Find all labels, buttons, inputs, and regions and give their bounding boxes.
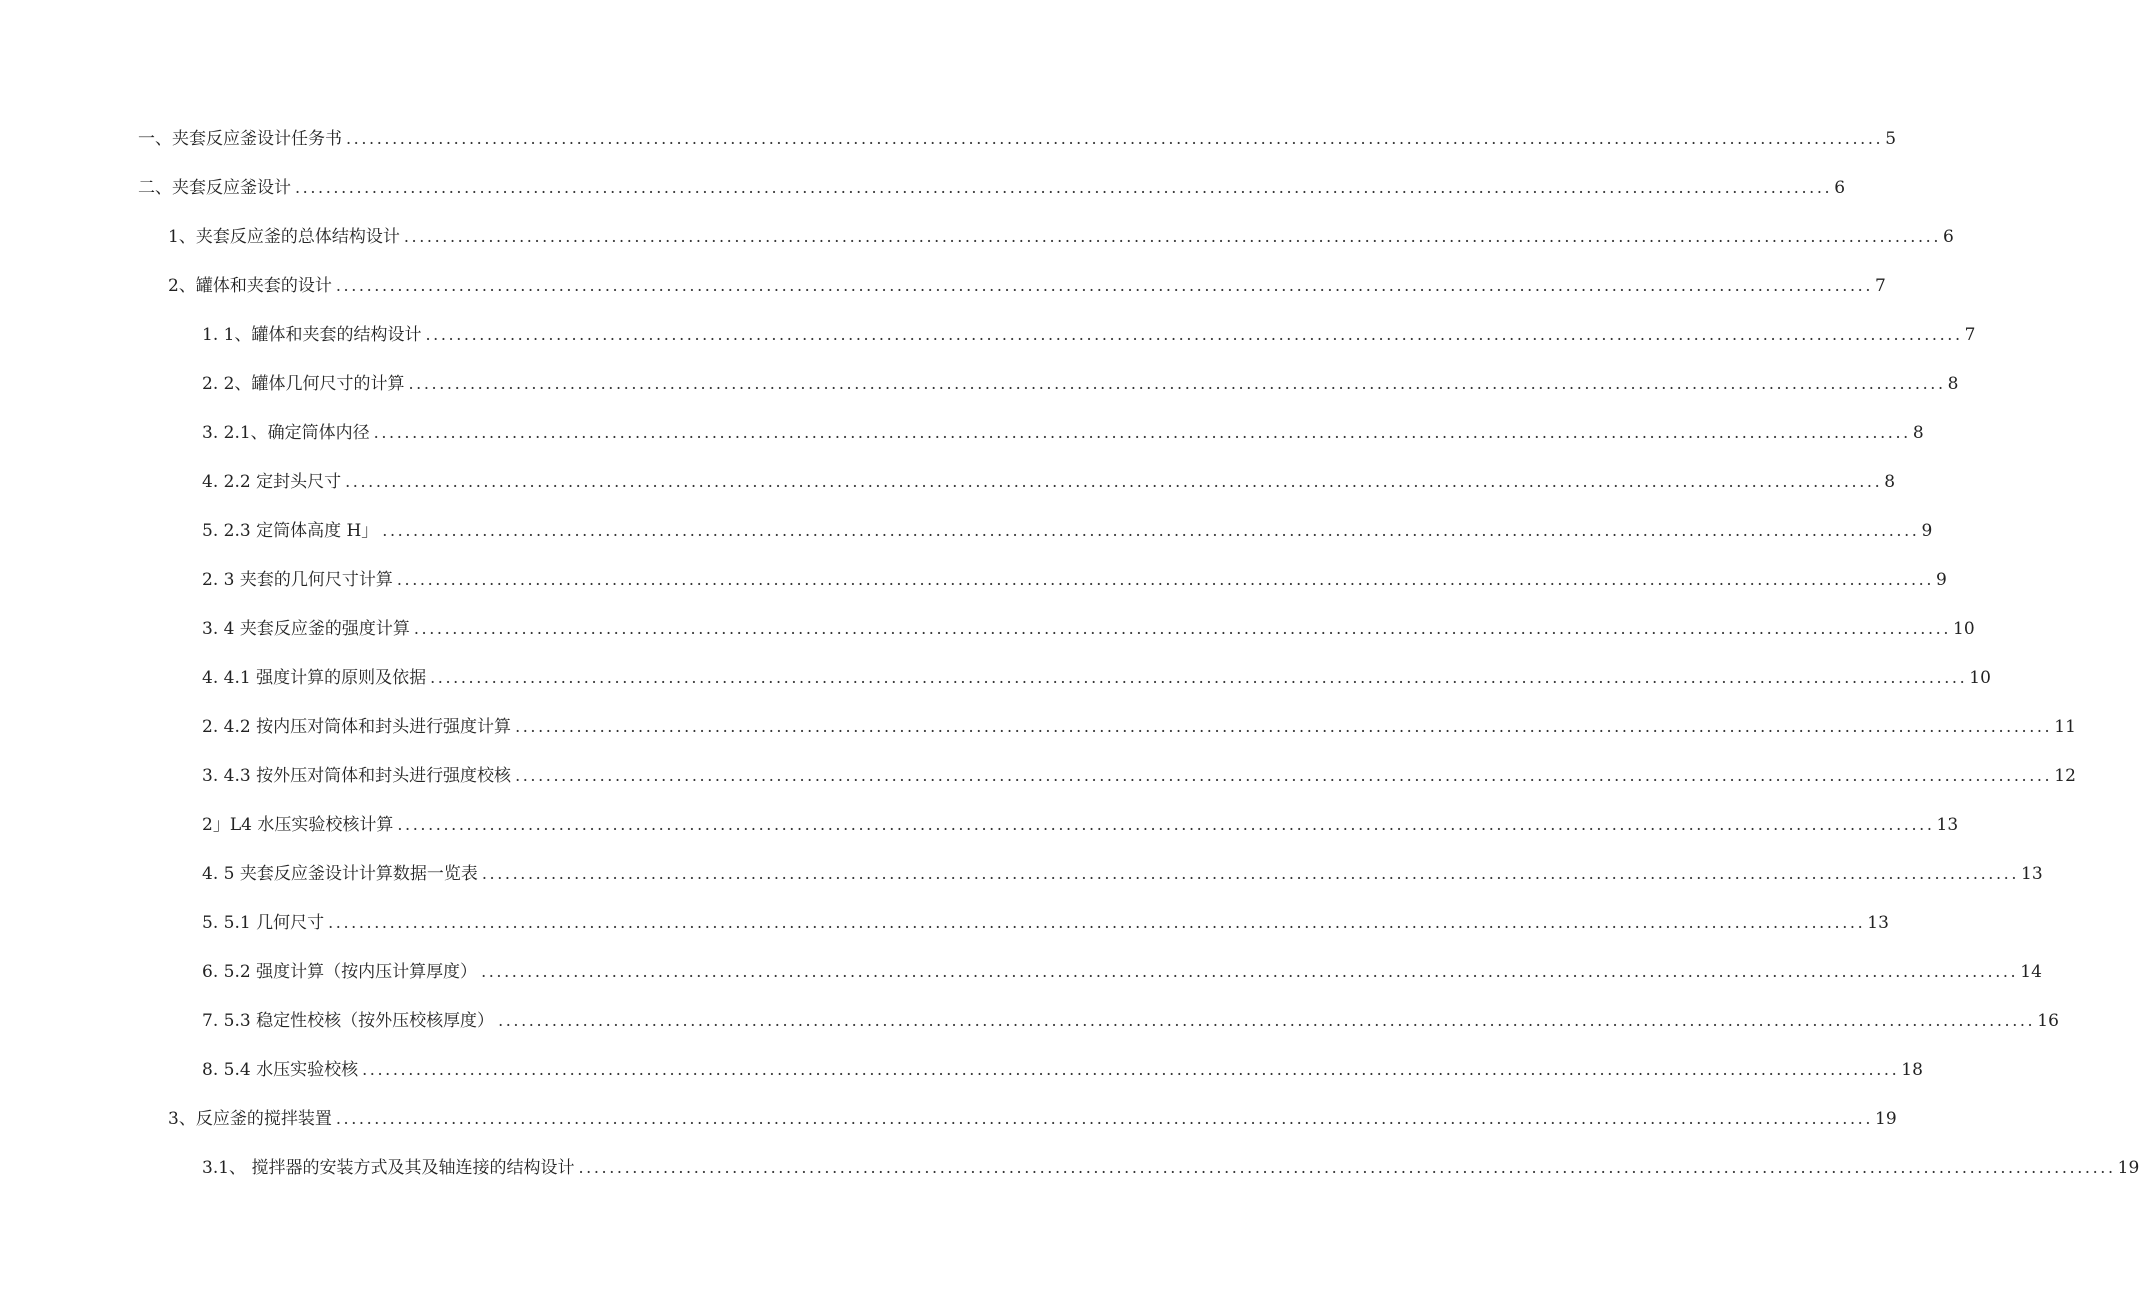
toc-page-number: 18: [1901, 1060, 1923, 1080]
toc-entry[interactable]: [202, 953, 2042, 983]
toc-entry-title: 8. 5.4 水压实验校核: [202, 1060, 359, 1080]
toc-entry-title: 3. 2.1、确定筒体内径: [202, 423, 370, 443]
toc-page-number: 13: [1936, 815, 1959, 835]
toc-entry[interactable]: [138, 120, 1897, 150]
toc-entry-title: 3.1、 搅拌器的安装方式及其及轴连接的结构设计: [202, 1158, 575, 1178]
toc-page-number: 8: [1912, 423, 1924, 443]
toc-dot-leader: ........................................................................................................................................................................................................: [408, 374, 1946, 393]
toc-entry-title: 二、夹套反应釜设计: [138, 178, 291, 198]
toc-dot-leader: ........................................................................................................................................................................................................: [430, 668, 1968, 687]
toc-page-number: 14: [2020, 962, 2042, 982]
toc-entry[interactable]: [202, 708, 2076, 738]
toc-dot-leader: ........................................................................................................................................................................................................: [425, 325, 1963, 344]
toc-entry-title: 3. 4.3 按外压对筒体和封头进行强度校核: [202, 766, 512, 786]
toc-dot-leader: ........................................................................................................................................................................................................: [328, 913, 1866, 932]
toc-entry-title: 2. 4.2 按内压对筒体和封头进行强度计算: [202, 717, 512, 737]
toc-page-number: 13: [1867, 913, 1889, 933]
toc-dot-leader: ........................................................................................................................................................................................................: [345, 472, 1883, 491]
toc-entry[interactable]: [202, 1149, 2139, 1179]
toc-entry-title: 4. 4.1 强度计算的原则及依据: [202, 668, 427, 688]
toc-dot-leader: ........................................................................................................................................................................................................: [403, 227, 1942, 246]
toc-entry-title: 2」L4 水压实验校核计算: [202, 815, 394, 835]
toc-dot-leader: ........................................................................................................................................................................................................: [396, 570, 1935, 589]
toc-entry-title: 2、罐体和夹套的设计: [168, 276, 332, 296]
toc-dot-leader: ........................................................................................................................................................................................................: [578, 1158, 2116, 1177]
toc-entry[interactable]: [168, 218, 1954, 248]
toc-page-number: 10: [1969, 668, 1991, 688]
toc-entry-title: 6. 5.2 强度计算（按内压计算厚度）: [202, 962, 478, 982]
toc-dot-leader: ........................................................................................................................................................................................................: [295, 178, 1833, 197]
toc-page-number: 12: [2054, 766, 2076, 786]
toc-page-number: 6: [1943, 227, 1954, 247]
toc-entry-title: 3、反应釜的搅拌装置: [168, 1109, 332, 1129]
toc-entry[interactable]: [202, 365, 1959, 395]
toc-dot-leader: ........................................................................................................................................................................................................: [335, 276, 1874, 295]
toc-dot-leader: ........................................................................................................................................................................................................: [382, 521, 1920, 540]
toc-dot-leader: ........................................................................................................................................................................................................: [515, 717, 2053, 736]
toc-entry[interactable]: [202, 610, 1975, 640]
toc-dot-leader: ........................................................................................................................................................................................................: [481, 962, 2019, 981]
toc-entry[interactable]: [202, 806, 1959, 836]
toc-page-number: 13: [2021, 864, 2043, 884]
toc-entry[interactable]: [202, 1051, 1923, 1081]
toc-entry-title: 4. 5 夹套反应釜设计计算数据一览表: [202, 864, 478, 884]
toc-entry-title: 1. 1、罐体和夹套的结构设计: [202, 325, 422, 345]
toc-dot-leader: ........................................................................................................................................................................................................: [481, 864, 2020, 883]
toc-entry-title: 5. 5.1 几何尺寸: [202, 913, 325, 933]
toc-page-number: 8: [1884, 472, 1896, 492]
toc-dot-leader: ........................................................................................................................................................................................................: [346, 129, 1884, 148]
toc-dot-leader: ........................................................................................................................................................................................................: [498, 1011, 2036, 1030]
toc-entry-title: 5. 2.3 定筒体高度 H」: [202, 521, 379, 541]
toc-dot-leader: ........................................................................................................................................................................................................: [362, 1060, 1900, 1079]
toc-page-number: 6: [1834, 178, 1846, 198]
toc-page-number: 19: [2117, 1158, 2139, 1178]
toc-page-number: 5: [1885, 129, 1897, 149]
toc-entry-title: 3. 4 夹套反应釜的强度计算: [202, 619, 410, 639]
toc-entry-title: 1、夹套反应釜的总体结构设计: [168, 227, 400, 247]
toc-entry[interactable]: [138, 169, 1846, 199]
toc-entry[interactable]: [202, 561, 1947, 591]
toc-entry[interactable]: [202, 757, 2076, 787]
toc-page-number: 8: [1947, 374, 1959, 394]
toc-entry[interactable]: [168, 267, 1886, 297]
toc-page-number: 7: [1875, 276, 1886, 296]
toc-dot-leader: ........................................................................................................................................................................................................: [413, 619, 1952, 638]
toc-entry-title: 2. 2、罐体几何尺寸的计算: [202, 374, 405, 394]
toc-page-number: 9: [1921, 521, 1933, 541]
toc-entry[interactable]: [202, 512, 1933, 542]
toc-page-number: 9: [1936, 570, 1947, 590]
toc-entry[interactable]: [202, 904, 1889, 934]
toc-page-number: 19: [1875, 1109, 1897, 1129]
toc-page-number: 11: [2054, 717, 2076, 737]
toc-dot-leader: ........................................................................................................................................................................................................: [515, 766, 2053, 785]
toc-entry[interactable]: [202, 463, 1896, 493]
toc-entry[interactable]: [202, 659, 1991, 689]
toc-page-number: 16: [2037, 1011, 2059, 1031]
toc-dot-leader: ........................................................................................................................................................................................................: [397, 815, 1935, 834]
toc-entry[interactable]: [202, 414, 1924, 444]
toc-entry-title: 一、夹套反应釜设计任务书: [138, 129, 342, 149]
toc-entry[interactable]: [168, 1100, 1897, 1130]
toc-entry[interactable]: [202, 1002, 2059, 1032]
toc-entry[interactable]: [202, 316, 1976, 346]
toc-page-number: 7: [1964, 325, 1976, 345]
toc-entry-title: 7. 5.3 稳定性校核（按外压校核厚度）: [202, 1011, 495, 1031]
toc-entry[interactable]: [202, 855, 2043, 885]
toc-dot-leader: ........................................................................................................................................................................................................: [335, 1109, 1874, 1128]
toc-entry-title: 2. 3 夹套的几何尺寸计算: [202, 570, 393, 590]
toc-dot-leader: ........................................................................................................................................................................................................: [373, 423, 1911, 442]
toc-entry-title: 4. 2.2 定封头尺寸: [202, 472, 342, 492]
toc-page-number: 10: [1953, 619, 1975, 639]
